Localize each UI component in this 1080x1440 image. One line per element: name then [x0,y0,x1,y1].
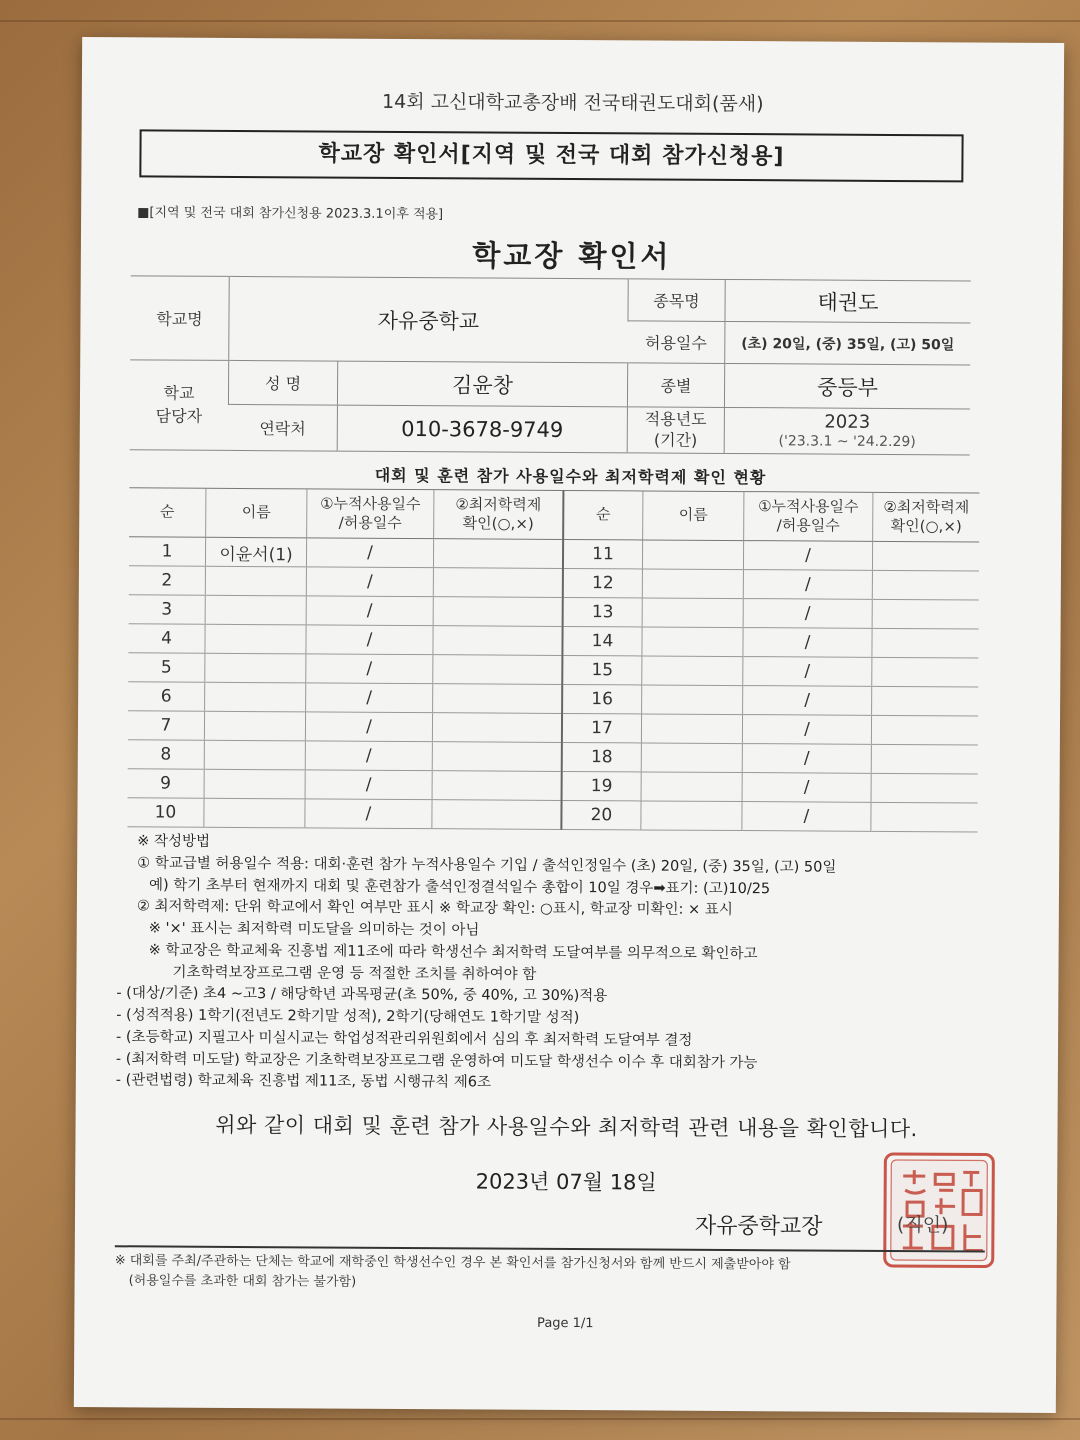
row-name: 이윤서(1) [205,537,306,567]
row-name [642,569,743,599]
instruction-line: - (관련법령) 학교체육 진흥법 제11조, 동법 시행규칙 제6조 [115,1072,492,1091]
year-value: 2023 [824,411,871,433]
row-no: 3 [129,595,206,624]
row-no: 2 [129,566,206,595]
row-no: 19 [562,771,642,800]
col-name-left: 이름 [206,488,307,538]
instruction-line: - (최저학력 미도달) 학교장은 기초학력보장프로그램 운영하여 미도달 학생선수 이수 후 대회참가 가능 [115,1050,758,1071]
row-days: / [742,802,871,832]
row-no: 16 [562,684,642,713]
row-name [205,682,306,712]
page-number: Page 1/1 [537,1315,594,1332]
row-name [642,598,743,628]
row-academic [433,626,563,656]
row-academic [872,686,979,716]
row-academic [871,744,978,774]
row-name [204,798,305,828]
instruction-line: - (성적적용) 1학기(전년도 2학기말 성적), 2학기(당해연도 1학기말 성적) [116,1007,580,1027]
instruction-line: ※ '×' 표시는 최저학력 미도달을 의미하는 것이 아님 [148,920,480,939]
col-academic-right: ②최저학력제 확인(○,×) [873,492,980,542]
row-no: 11 [563,539,643,568]
row-no: 15 [562,655,642,684]
col-name-right: 이름 [643,491,744,541]
row-academic [872,628,979,658]
row-name [642,627,743,657]
row-academic [871,773,978,803]
row-academic [872,541,979,571]
row-days: / [743,686,872,716]
row-academic [872,570,979,600]
row-days: / [305,741,432,771]
row-name [205,624,306,654]
row-days: / [742,744,871,774]
contact-label: 연락처 [228,404,337,451]
row-days: / [742,773,871,803]
row-no: 18 [562,742,642,771]
instruction-line: ※ 학교장은 학교체육 진흥법 제11조에 따라 학생선수 최저학력 도달여부를 의무적으로 확인하고 [148,942,758,962]
manager-label: 학교 담당자 [130,360,229,451]
row-days: / [306,683,433,713]
row-days: / [305,770,432,800]
row-name [641,714,742,744]
row-academic [432,771,562,801]
instruction-line: ② 최저학력제: 단위 학교에서 확인 여부만 표시 ※ 학교장 확인: ○표시, 학교장 미확인: × 표시 [136,898,733,919]
footnote-line: ※ 대회를 주최/주관하는 단체는 학교에 재학중인 학생선수인 경우 본 확인서를 참가신청서와 함께 반드시 제출받아야 함 [114,1253,791,1273]
row-academic [433,539,563,569]
instructions-heading: ※ 작성방법 [137,833,211,850]
row-no: 4 [128,624,205,653]
row-name [641,743,742,773]
roster-body [127,537,979,832]
document-paper [74,37,1064,1413]
row-days: / [743,599,872,629]
row-academic [433,597,563,627]
table-row [127,798,977,832]
instruction-line: 예) 학기 초부터 현재까지 대회 및 훈련참가 출석인정결석일수 총합이 10일 경우➡표기: (고)10/25 [148,876,771,897]
event-header: 14회 고신대학교총장배 전국태권도대회(품새) [382,90,764,116]
row-name [642,656,743,686]
row-days: / [743,628,872,658]
row-no: 7 [128,711,205,740]
issue-date: 2023년 07월 18일 [475,1169,657,1195]
row-name [641,801,742,831]
col-academic-left: ②최저학력제 확인(○,×) [434,490,564,540]
instruction-line: 기초학력보장프로그램 운영 등 적절한 조치를 취하여야 함 [172,964,537,983]
name-label: 성 명 [228,360,337,405]
division-value: 중등부 [724,363,970,408]
footnote [115,1251,1015,1295]
row-academic [871,802,978,832]
sport-value: 태권도 [725,279,971,322]
row-no: 20 [561,800,641,829]
row-name [641,772,742,802]
row-name [642,540,743,570]
roster-table [127,487,979,832]
row-academic [872,657,979,687]
row-no: 13 [563,597,643,626]
year-period: ('23.3.1 ~ '24.2.29) [778,433,916,451]
signer-name: 자유중학교장 [694,1213,823,1240]
confirmation-statement: 위와 같이 대회 및 훈련 참가 사용일수와 최저학력 관련 내용을 확인합니다. [215,1112,918,1142]
instruction-line: - (초등학교) 지필고사 미실시교는 학업성적관리위원회에서 심의 후 최저학력 도달여부 결정 [116,1028,693,1049]
row-days: / [742,715,871,745]
school-label: 학교명 [130,276,229,361]
row-days: / [306,625,433,655]
row-academic [432,742,562,772]
footnote-line: (허용일수를 초과한 대회 참가는 불가함) [128,1272,357,1290]
row-no: 12 [563,568,643,597]
row-name [642,685,743,715]
row-academic [433,655,563,685]
row-days: / [305,712,432,742]
instruction-line: ① 학교급별 허용일수 적용: 대회·훈련 참가 누적사용일수 기입 / 출석인정일수 (초) 20일, (중) 35일, (고) 50일 [137,855,837,876]
row-no: 10 [127,798,204,827]
division-label: 종별 [627,363,724,408]
row-name [204,769,305,799]
row-days: / [743,657,872,687]
row-name [204,740,305,770]
contact-value: 010-3678-9749 [337,405,627,453]
year-cell [724,407,970,454]
row-days: / [743,570,872,600]
instructions [116,831,1018,1097]
row-days: / [743,541,872,571]
row-name [204,711,305,741]
row-name [205,566,306,596]
col-no-right: 순 [563,490,643,539]
row-days: / [305,799,432,829]
row-no: 1 [129,537,206,566]
instruction-line: - (대상/기준) 초4 ~고3 / 해당학년 과목평균(초 50%, 중 40%, 고 30%)적용 [116,985,608,1005]
row-days: / [306,538,433,568]
row-name [205,653,306,683]
row-days: / [306,596,433,626]
days-value: (초) 20일, (중) 35일, (고) 50일 [725,321,971,364]
school-value: 자유중학교 [229,276,628,362]
row-academic [432,800,562,830]
row-no: 14 [562,626,642,655]
col-days-right: ①누적사용일수 /허용일수 [744,492,873,542]
row-academic [433,684,563,714]
row-academic [871,715,978,745]
row-no: 6 [128,682,205,711]
main-title: 학교장 확인서 [472,238,672,274]
row-no: 5 [128,653,205,682]
seal-label: (직인) [896,1214,949,1237]
row-academic [433,568,563,598]
form-title-box: 학교장 확인서[지역 및 전국 대회 참가신청용] [139,129,963,182]
col-no-left: 순 [129,488,206,537]
col-days-left: ①누적사용일수 /허용일수 [307,489,434,539]
row-no: 8 [128,740,205,769]
row-academic [432,713,562,743]
days-label: 허용일수 [628,321,725,364]
applicability-note: ■[지역 및 전국 대회 참가신청용 2023.3.1이후 적용] [137,205,444,223]
row-days: / [306,567,433,597]
row-days: / [306,654,433,684]
year-label: 적용년도 (기간) [627,407,724,454]
info-table [130,275,971,455]
row-academic [872,599,979,629]
roster-heading: 대회 및 훈련 참가 사용일수와 최저학력제 확인 현황 [374,465,767,488]
row-no: 17 [562,713,642,742]
row-no: 9 [128,769,205,798]
sport-label: 종목명 [628,279,725,322]
name-value: 김윤창 [337,361,627,407]
row-name [205,595,306,625]
